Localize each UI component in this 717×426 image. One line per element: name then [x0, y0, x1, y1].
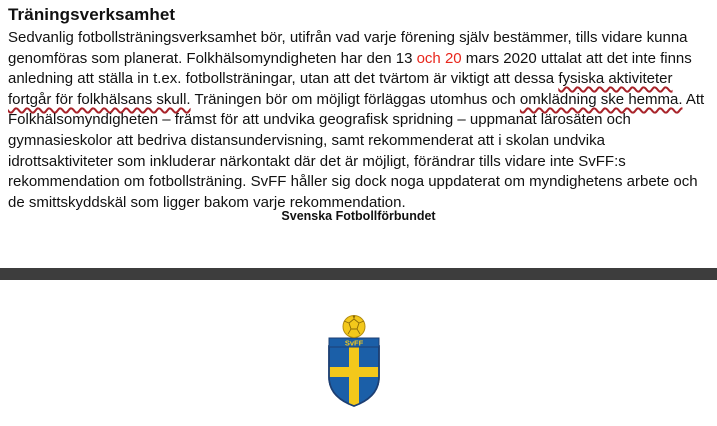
- body-paragraph: [8, 28, 713, 213]
- svff-crest-icon: [326, 313, 382, 408]
- text-line: [8, 69, 713, 90]
- highlighted-date-20: 20: [444, 49, 462, 67]
- page-divider: [0, 268, 717, 280]
- text-fragment: mars 2020 uttalat att det inte finns: [461, 49, 692, 67]
- text-fragment: anledning att ställa in t.ex. fotbollsträningar, utan att det tvärtom är viktigt att dessa: [8, 70, 559, 88]
- logo-text: SvFF: [344, 338, 364, 348]
- text-line: Sedvanlig fotbollsträningsverksamhet bör, utifrån vad varje förening själv bestämmer, tills vidare kunna: [8, 29, 688, 46]
- signature: Svenska Fotbollförbundet: [281, 209, 436, 223]
- text-line: gymnasieskolor att bedriva distansundervisning, samt rekommenderat att i skolan undvika: [8, 131, 605, 149]
- text-fragment: Träningen bör om möjligt förläggas utomhus och: [190, 90, 520, 108]
- text-line: Folkhälsomyndigheten – främst för att undvika geografisk spridning – uppmanat lärosäten och: [8, 111, 631, 129]
- text-fragment: Att: [682, 90, 705, 108]
- annotated-phrase: fortgår för folkhälsans skull.: [8, 90, 191, 108]
- highlighted-word-och: och: [416, 49, 441, 67]
- annotated-phrase: omklädning ske hemma.: [519, 90, 683, 108]
- text-line: idrottsaktiviteter som inkluderar närkontakt där det är möjligt, förändrar tills vidare inte SvFF:s: [8, 152, 626, 170]
- annotated-phrase: fysiska aktiviteter: [558, 70, 673, 88]
- text-line: [8, 90, 713, 111]
- section-title: Träningsverksamhet: [8, 5, 176, 24]
- text-fragment: genomföras som planerat. Folkhälsomyndigheten har den 13: [8, 49, 417, 67]
- text-line: [8, 49, 713, 70]
- text-line: rekommendation om fotbollsträning. SvFF håller sig dock noga uppdaterat om myndighetens arbete och: [8, 173, 698, 191]
- text-line: de smittskyddskäl som ligger bakom varje rekommendation.: [8, 193, 406, 211]
